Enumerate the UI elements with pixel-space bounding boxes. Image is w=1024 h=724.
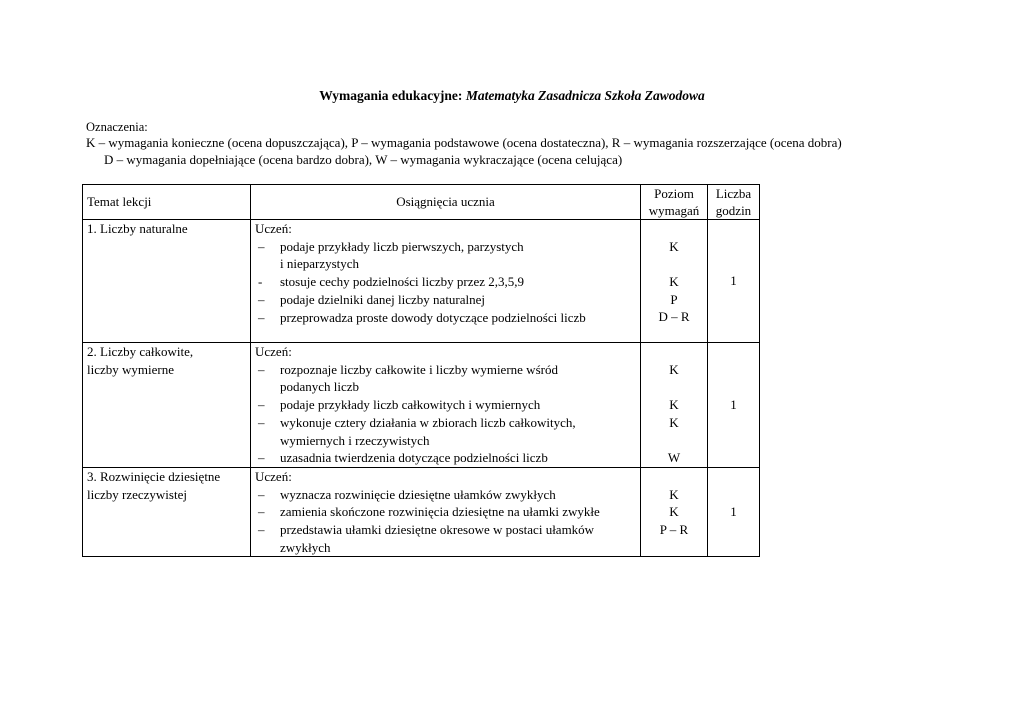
dash: –: [258, 504, 265, 520]
page-title: [0, 86, 1024, 106]
title-prefix: Wymagania edukacyjne:: [319, 88, 463, 103]
row-levels: [641, 467, 708, 557]
item-line: podaje przykłady liczb całkowitych i wymiernych: [280, 397, 541, 413]
row-topic: [83, 220, 251, 343]
row-hours: 1: [708, 220, 760, 343]
dash: –: [258, 414, 265, 430]
header-hours: [708, 185, 760, 220]
list-item: [255, 521, 636, 556]
legend-line-2: D – wymagania dopełniające (ocena bardzo dobra), W – wymagania wykraczające (ocena celująca): [104, 152, 623, 167]
row-topic: [83, 467, 251, 557]
item-line: wyznacza rozwinięcie dziesiętne ułamków zwykłych: [280, 486, 556, 502]
item-line: przeprowadza proste dowody dotyczące podzielności liczb: [280, 309, 586, 325]
level-value: K: [669, 397, 679, 413]
table-row: [83, 343, 760, 468]
dash: -: [258, 274, 263, 290]
row-achievements: [251, 467, 641, 557]
list-item: [255, 309, 636, 327]
dash: –: [258, 486, 265, 502]
item-line: podanych liczb: [280, 379, 360, 395]
level-value: W: [667, 450, 681, 466]
header-level: [641, 185, 708, 220]
dash: –: [258, 238, 265, 254]
dash: –: [258, 291, 265, 307]
level-value: K: [669, 486, 679, 502]
list-item: [255, 449, 636, 467]
table-header-row: [83, 185, 760, 220]
header-hours-line1: Liczba: [715, 186, 752, 201]
dash: –: [258, 397, 265, 413]
topic-line: liczby rzeczywistej: [87, 486, 187, 502]
item-line: uzasadnia twierdzenia dotyczące podzielności liczb: [280, 450, 548, 466]
dash: –: [258, 450, 265, 466]
row-levels: [641, 343, 708, 468]
item-line: wykonuje cztery działania w zbiorach liczb całkowitych,: [280, 414, 576, 430]
row-topic: [83, 343, 251, 468]
list-item: [255, 291, 636, 309]
row-hours: 1: [708, 467, 760, 557]
topic-line: 3. Rozwinięcie dziesiętne: [87, 468, 221, 484]
row-levels: [641, 220, 708, 343]
header-level-line1: Poziom: [654, 186, 694, 201]
item-line: podaje dzielniki danej liczby naturalnej: [280, 291, 486, 307]
dash: –: [258, 522, 265, 538]
requirements-table: [82, 184, 760, 557]
title-subject: Matematyka Zasadnicza Szkoła Zawodowa: [465, 88, 705, 103]
list-item: [255, 503, 636, 521]
student-label: Uczeń:: [255, 221, 292, 236]
item-line: przedstawia ułamki dziesiętne okresowe w postaci ułamków: [280, 522, 595, 538]
dash: –: [258, 361, 265, 377]
header-hours-line2: godzin: [715, 203, 752, 218]
item-line: wymiernych i rzeczywistych: [280, 432, 430, 448]
item-line: zamienia skończone rozwinięcia dziesiętne na ułamki zwykłe: [280, 504, 600, 520]
student-label: Uczeń:: [255, 344, 292, 359]
level-value: K: [669, 414, 679, 430]
level-value: D – R: [658, 309, 690, 325]
level-value: K: [669, 238, 679, 254]
list-item: [255, 414, 636, 449]
list-item: [255, 396, 636, 414]
list-item: [255, 238, 636, 273]
item-line: podaje przykłady liczb pierwszych, parzystych: [280, 238, 524, 254]
row-achievements: [251, 220, 641, 343]
legend-label: Oznaczenia:: [86, 120, 148, 134]
item-line: zwykłych: [280, 539, 331, 555]
level-value: K: [669, 504, 679, 520]
topic-line: 1. Liczby naturalne: [87, 221, 188, 236]
topic-line: 2. Liczby całkowite,: [87, 344, 194, 359]
header-achievements: Osiągnięcia ucznia: [251, 185, 641, 220]
row-hours: 1: [708, 343, 760, 468]
item-line: stosuje cechy podzielności liczby przez 2,3,5,9: [280, 274, 525, 290]
level-value: P: [670, 291, 678, 307]
list-item: [255, 361, 636, 396]
item-line: rozpoznaje liczby całkowite i liczby wymierne wśród: [280, 361, 558, 377]
level-value: K: [669, 361, 679, 377]
header-level-line2: wymagań: [648, 203, 700, 218]
level-value: P – R: [659, 522, 689, 538]
legend-line-1: K – wymagania konieczne (ocena dopuszczająca), P – wymagania podstawowe (ocena dostateczna), R – wymagania rozszerzające (ocena dobra): [86, 135, 842, 150]
level-value: K: [669, 274, 679, 290]
table-row: [83, 220, 760, 343]
topic-line: liczby wymierne: [87, 361, 174, 377]
student-label: Uczeń:: [255, 468, 292, 484]
row-achievements: [251, 343, 641, 468]
item-line: i nieparzystych: [280, 256, 360, 272]
dash: –: [258, 309, 265, 325]
list-item: [255, 273, 636, 291]
list-item: [255, 486, 636, 504]
table-row: [83, 467, 760, 557]
header-topic: Temat lekcji: [83, 185, 251, 220]
